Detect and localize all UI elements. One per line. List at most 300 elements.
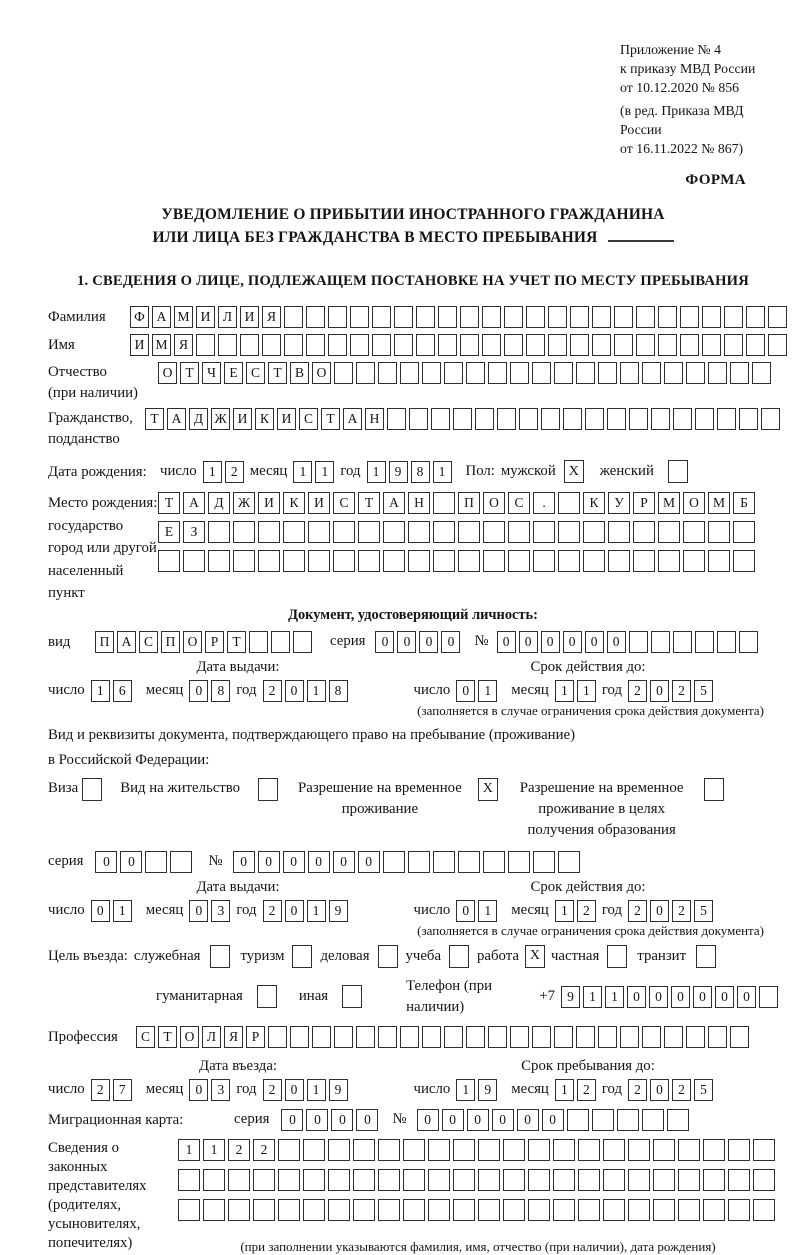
- char-box[interactable]: [453, 1199, 475, 1221]
- char-box[interactable]: [553, 1199, 575, 1221]
- char-box[interactable]: [460, 334, 479, 356]
- char-box[interactable]: [642, 1026, 661, 1048]
- char-box[interactable]: [466, 1026, 485, 1048]
- char-box[interactable]: О: [158, 362, 177, 384]
- char-box[interactable]: [583, 521, 605, 543]
- char-box[interactable]: [614, 334, 633, 356]
- char-box[interactable]: [358, 550, 380, 572]
- char-box[interactable]: 0: [519, 631, 538, 653]
- char-box[interactable]: 0: [306, 1109, 328, 1131]
- char-box[interactable]: [504, 306, 523, 328]
- char-box[interactable]: [284, 334, 303, 356]
- char-box[interactable]: Т: [158, 492, 180, 514]
- char-box[interactable]: [328, 334, 347, 356]
- char-box[interactable]: [503, 1199, 525, 1221]
- char-box[interactable]: [409, 408, 428, 430]
- char-box[interactable]: 2: [672, 900, 691, 922]
- char-box[interactable]: [664, 1026, 683, 1048]
- char-box[interactable]: [478, 1199, 500, 1221]
- char-box[interactable]: [428, 1139, 450, 1161]
- char-box[interactable]: 0: [283, 851, 305, 873]
- char-box[interactable]: 0: [358, 851, 380, 873]
- char-box[interactable]: [408, 521, 430, 543]
- char-box[interactable]: [703, 1169, 725, 1191]
- char-box[interactable]: [653, 1169, 675, 1191]
- char-box[interactable]: 1: [178, 1139, 200, 1161]
- char-box[interactable]: 0: [650, 680, 669, 702]
- char-box[interactable]: А: [383, 492, 405, 514]
- char-box[interactable]: [673, 408, 692, 430]
- char-box[interactable]: [308, 550, 330, 572]
- char-box[interactable]: 1: [456, 1079, 475, 1101]
- char-box[interactable]: [284, 306, 303, 328]
- char-box[interactable]: 7: [113, 1079, 132, 1101]
- char-box[interactable]: 0: [693, 986, 712, 1008]
- char-box[interactable]: [633, 550, 655, 572]
- char-box[interactable]: [730, 362, 749, 384]
- char-box[interactable]: [460, 306, 479, 328]
- char-box[interactable]: [728, 1199, 750, 1221]
- char-box[interactable]: [312, 1026, 331, 1048]
- char-box[interactable]: [695, 408, 714, 430]
- char-box[interactable]: Т: [268, 362, 287, 384]
- char-box[interactable]: [453, 408, 472, 430]
- char-box[interactable]: [306, 334, 325, 356]
- char-box[interactable]: [271, 631, 290, 653]
- char-box[interactable]: 2: [628, 680, 647, 702]
- char-box[interactable]: [686, 362, 705, 384]
- char-box[interactable]: [268, 1026, 287, 1048]
- char-box[interactable]: С: [299, 408, 318, 430]
- char-box[interactable]: [433, 492, 455, 514]
- char-box[interactable]: [178, 1169, 200, 1191]
- char-box[interactable]: [303, 1169, 325, 1191]
- char-box[interactable]: 9: [329, 900, 348, 922]
- char-box[interactable]: 2: [628, 1079, 647, 1101]
- char-box[interactable]: [633, 521, 655, 543]
- char-box[interactable]: .: [533, 492, 555, 514]
- char-box[interactable]: [400, 1026, 419, 1048]
- char-box[interactable]: [438, 334, 457, 356]
- char-box[interactable]: [629, 631, 648, 653]
- char-box[interactable]: [533, 550, 555, 572]
- char-box[interactable]: [356, 1026, 375, 1048]
- purpose-transit-checkbox[interactable]: [696, 945, 716, 968]
- char-box[interactable]: [532, 362, 551, 384]
- char-box[interactable]: [603, 1199, 625, 1221]
- char-box[interactable]: А: [117, 631, 136, 653]
- char-box[interactable]: [482, 306, 501, 328]
- char-box[interactable]: [658, 306, 677, 328]
- char-box[interactable]: 0: [715, 986, 734, 1008]
- char-box[interactable]: 0: [189, 900, 208, 922]
- char-box[interactable]: [488, 362, 507, 384]
- char-box[interactable]: [400, 362, 419, 384]
- char-box[interactable]: Я: [224, 1026, 243, 1048]
- char-box[interactable]: [482, 334, 501, 356]
- char-box[interactable]: 2: [577, 900, 596, 922]
- char-box[interactable]: [753, 1139, 775, 1161]
- char-box[interactable]: [678, 1169, 700, 1191]
- char-box[interactable]: 2: [263, 1079, 282, 1101]
- char-box[interactable]: [733, 521, 755, 543]
- char-box[interactable]: 0: [585, 631, 604, 653]
- char-box[interactable]: [416, 334, 435, 356]
- char-box[interactable]: [746, 334, 765, 356]
- temp-residence-edu-checkbox[interactable]: [704, 778, 724, 801]
- char-box[interactable]: 1: [315, 461, 334, 483]
- char-box[interactable]: 0: [95, 851, 117, 873]
- char-box[interactable]: [328, 1199, 350, 1221]
- char-box[interactable]: [708, 1026, 727, 1048]
- char-box[interactable]: [708, 521, 730, 543]
- char-box[interactable]: Р: [205, 631, 224, 653]
- char-box[interactable]: [438, 306, 457, 328]
- char-box[interactable]: [504, 334, 523, 356]
- char-box[interactable]: [458, 851, 480, 873]
- char-box[interactable]: 0: [563, 631, 582, 653]
- char-box[interactable]: П: [161, 631, 180, 653]
- char-box[interactable]: [233, 521, 255, 543]
- char-box[interactable]: Е: [224, 362, 243, 384]
- char-box[interactable]: [703, 1139, 725, 1161]
- char-box[interactable]: [350, 334, 369, 356]
- char-box[interactable]: С: [333, 492, 355, 514]
- char-box[interactable]: [258, 521, 280, 543]
- char-box[interactable]: 2: [263, 900, 282, 922]
- char-box[interactable]: Л: [202, 1026, 221, 1048]
- char-box[interactable]: [658, 521, 680, 543]
- char-box[interactable]: 2: [672, 680, 691, 702]
- char-box[interactable]: [278, 1199, 300, 1221]
- char-box[interactable]: С: [136, 1026, 155, 1048]
- char-box[interactable]: [408, 851, 430, 873]
- char-box[interactable]: 0: [281, 1109, 303, 1131]
- char-box[interactable]: [145, 851, 167, 873]
- char-box[interactable]: 0: [456, 680, 475, 702]
- char-box[interactable]: [578, 1139, 600, 1161]
- char-box[interactable]: [558, 521, 580, 543]
- char-box[interactable]: П: [95, 631, 114, 653]
- char-box[interactable]: [753, 1169, 775, 1191]
- char-box[interactable]: Т: [180, 362, 199, 384]
- char-box[interactable]: [408, 550, 430, 572]
- char-box[interactable]: [353, 1139, 375, 1161]
- char-box[interactable]: [433, 550, 455, 572]
- char-box[interactable]: [583, 550, 605, 572]
- char-box[interactable]: С: [246, 362, 265, 384]
- char-box[interactable]: [278, 1139, 300, 1161]
- char-box[interactable]: [378, 1199, 400, 1221]
- char-box[interactable]: [328, 306, 347, 328]
- char-box[interactable]: К: [255, 408, 274, 430]
- char-box[interactable]: [458, 521, 480, 543]
- char-box[interactable]: [554, 362, 573, 384]
- char-box[interactable]: [570, 306, 589, 328]
- char-box[interactable]: [503, 1169, 525, 1191]
- char-box[interactable]: [533, 521, 555, 543]
- char-box[interactable]: 0: [456, 900, 475, 922]
- char-box[interactable]: [614, 306, 633, 328]
- char-box[interactable]: [658, 334, 677, 356]
- char-box[interactable]: [554, 1026, 573, 1048]
- char-box[interactable]: [746, 306, 765, 328]
- char-box[interactable]: [333, 521, 355, 543]
- char-box[interactable]: 2: [628, 900, 647, 922]
- char-box[interactable]: 0: [650, 900, 669, 922]
- char-box[interactable]: Т: [227, 631, 246, 653]
- char-box[interactable]: [466, 362, 485, 384]
- char-box[interactable]: О: [683, 492, 705, 514]
- char-box[interactable]: [680, 306, 699, 328]
- char-box[interactable]: [483, 521, 505, 543]
- char-box[interactable]: [483, 550, 505, 572]
- char-box[interactable]: [528, 1199, 550, 1221]
- char-box[interactable]: 9: [389, 461, 408, 483]
- purpose-study-checkbox[interactable]: [449, 945, 469, 968]
- char-box[interactable]: [651, 631, 670, 653]
- char-box[interactable]: [183, 550, 205, 572]
- char-box[interactable]: [394, 334, 413, 356]
- char-box[interactable]: [508, 851, 530, 873]
- char-box[interactable]: 2: [91, 1079, 110, 1101]
- char-box[interactable]: 0: [419, 631, 438, 653]
- char-box[interactable]: [453, 1169, 475, 1191]
- char-box[interactable]: [328, 1139, 350, 1161]
- char-box[interactable]: Т: [158, 1026, 177, 1048]
- char-box[interactable]: [728, 1139, 750, 1161]
- char-box[interactable]: [218, 334, 237, 356]
- char-box[interactable]: 6: [113, 680, 132, 702]
- char-box[interactable]: П: [458, 492, 480, 514]
- char-box[interactable]: 2: [672, 1079, 691, 1101]
- char-box[interactable]: [372, 306, 391, 328]
- purpose-private-checkbox[interactable]: [607, 945, 627, 968]
- char-box[interactable]: [724, 306, 743, 328]
- char-box[interactable]: [629, 408, 648, 430]
- char-box[interactable]: 3: [211, 1079, 230, 1101]
- char-box[interactable]: [444, 1026, 463, 1048]
- char-box[interactable]: 0: [356, 1109, 378, 1131]
- char-box[interactable]: М: [708, 492, 730, 514]
- char-box[interactable]: [353, 1169, 375, 1191]
- char-box[interactable]: [353, 1199, 375, 1221]
- char-box[interactable]: [592, 334, 611, 356]
- char-box[interactable]: 9: [561, 986, 580, 1008]
- char-box[interactable]: Я: [262, 306, 281, 328]
- char-box[interactable]: [358, 521, 380, 543]
- char-box[interactable]: [283, 550, 305, 572]
- char-box[interactable]: [233, 550, 255, 572]
- char-box[interactable]: [478, 1139, 500, 1161]
- char-box[interactable]: [528, 1169, 550, 1191]
- char-box[interactable]: Н: [408, 492, 430, 514]
- char-box[interactable]: [290, 1026, 309, 1048]
- char-box[interactable]: [356, 362, 375, 384]
- char-box[interactable]: 9: [478, 1079, 497, 1101]
- char-box[interactable]: Ч: [202, 362, 221, 384]
- char-box[interactable]: Р: [246, 1026, 265, 1048]
- char-box[interactable]: Ж: [233, 492, 255, 514]
- char-box[interactable]: 0: [441, 631, 460, 653]
- char-box[interactable]: [422, 362, 441, 384]
- char-box[interactable]: 1: [307, 680, 326, 702]
- char-box[interactable]: [519, 408, 538, 430]
- char-box[interactable]: М: [174, 306, 193, 328]
- char-box[interactable]: [403, 1199, 425, 1221]
- char-box[interactable]: И: [240, 306, 259, 328]
- char-box[interactable]: 0: [397, 631, 416, 653]
- char-box[interactable]: 0: [650, 1079, 669, 1101]
- char-box[interactable]: 0: [417, 1109, 439, 1131]
- char-box[interactable]: Б: [733, 492, 755, 514]
- char-box[interactable]: А: [343, 408, 362, 430]
- char-box[interactable]: [428, 1169, 450, 1191]
- char-box[interactable]: [702, 334, 721, 356]
- char-box[interactable]: [170, 851, 192, 873]
- char-box[interactable]: 1: [203, 461, 222, 483]
- char-box[interactable]: 0: [285, 680, 304, 702]
- char-box[interactable]: [686, 1026, 705, 1048]
- char-box[interactable]: [497, 408, 516, 430]
- char-box[interactable]: [249, 631, 268, 653]
- char-box[interactable]: [708, 362, 727, 384]
- char-box[interactable]: [378, 1026, 397, 1048]
- char-box[interactable]: 1: [113, 900, 132, 922]
- char-box[interactable]: [608, 550, 630, 572]
- char-box[interactable]: З: [183, 521, 205, 543]
- char-box[interactable]: [510, 1026, 529, 1048]
- char-box[interactable]: [558, 851, 580, 873]
- char-box[interactable]: [203, 1199, 225, 1221]
- char-box[interactable]: [158, 550, 180, 572]
- char-box[interactable]: [658, 550, 680, 572]
- char-box[interactable]: [678, 1199, 700, 1221]
- char-box[interactable]: 0: [233, 851, 255, 873]
- char-box[interactable]: [394, 306, 413, 328]
- residence-permit-checkbox[interactable]: [258, 778, 278, 801]
- char-box[interactable]: [695, 631, 714, 653]
- char-box[interactable]: [333, 550, 355, 572]
- char-box[interactable]: 0: [189, 680, 208, 702]
- char-box[interactable]: И: [130, 334, 149, 356]
- char-box[interactable]: [717, 408, 736, 430]
- char-box[interactable]: 2: [228, 1139, 250, 1161]
- char-box[interactable]: [203, 1169, 225, 1191]
- char-box[interactable]: И: [233, 408, 252, 430]
- char-box[interactable]: [510, 362, 529, 384]
- char-box[interactable]: 5: [694, 1079, 713, 1101]
- char-box[interactable]: [378, 1139, 400, 1161]
- char-box[interactable]: 1: [203, 1139, 225, 1161]
- char-box[interactable]: [667, 1109, 689, 1131]
- purpose-official-checkbox[interactable]: [210, 945, 230, 968]
- char-box[interactable]: [761, 408, 780, 430]
- char-box[interactable]: [739, 408, 758, 430]
- char-box[interactable]: А: [152, 306, 171, 328]
- char-box[interactable]: 1: [555, 1079, 574, 1101]
- char-box[interactable]: О: [312, 362, 331, 384]
- char-box[interactable]: [403, 1169, 425, 1191]
- char-box[interactable]: [433, 521, 455, 543]
- char-box[interactable]: [303, 1139, 325, 1161]
- char-box[interactable]: [678, 1139, 700, 1161]
- char-box[interactable]: У: [608, 492, 630, 514]
- char-box[interactable]: 1: [367, 461, 386, 483]
- char-box[interactable]: [592, 1109, 614, 1131]
- char-box[interactable]: [768, 334, 787, 356]
- char-box[interactable]: [653, 1139, 675, 1161]
- char-box[interactable]: Т: [145, 408, 164, 430]
- char-box[interactable]: 0: [308, 851, 330, 873]
- char-box[interactable]: [178, 1199, 200, 1221]
- char-box[interactable]: 8: [411, 461, 430, 483]
- char-box[interactable]: [628, 1199, 650, 1221]
- char-box[interactable]: [548, 334, 567, 356]
- char-box[interactable]: [293, 631, 312, 653]
- char-box[interactable]: 0: [375, 631, 394, 653]
- char-box[interactable]: 0: [442, 1109, 464, 1131]
- char-box[interactable]: [553, 1139, 575, 1161]
- char-box[interactable]: 1: [293, 461, 312, 483]
- char-box[interactable]: М: [658, 492, 680, 514]
- purpose-other-checkbox[interactable]: [342, 985, 362, 1008]
- char-box[interactable]: [444, 362, 463, 384]
- char-box[interactable]: [607, 408, 626, 430]
- char-box[interactable]: [416, 306, 435, 328]
- char-box[interactable]: [334, 1026, 353, 1048]
- char-box[interactable]: [608, 521, 630, 543]
- char-box[interactable]: 0: [671, 986, 690, 1008]
- char-box[interactable]: И: [308, 492, 330, 514]
- char-box[interactable]: [458, 550, 480, 572]
- char-box[interactable]: 2: [253, 1139, 275, 1161]
- char-box[interactable]: [488, 1026, 507, 1048]
- char-box[interactable]: [563, 408, 582, 430]
- char-box[interactable]: 0: [492, 1109, 514, 1131]
- char-box[interactable]: [768, 306, 787, 328]
- char-box[interactable]: Д: [208, 492, 230, 514]
- char-box[interactable]: 0: [331, 1109, 353, 1131]
- char-box[interactable]: 0: [542, 1109, 564, 1131]
- char-box[interactable]: [708, 550, 730, 572]
- char-box[interactable]: [350, 306, 369, 328]
- purpose-humanitarian-checkbox[interactable]: [257, 985, 277, 1008]
- char-box[interactable]: 1: [555, 680, 574, 702]
- char-box[interactable]: [278, 1169, 300, 1191]
- char-box[interactable]: [592, 306, 611, 328]
- char-box[interactable]: [372, 334, 391, 356]
- char-box[interactable]: [422, 1026, 441, 1048]
- char-box[interactable]: [378, 362, 397, 384]
- char-box[interactable]: С: [508, 492, 530, 514]
- char-box[interactable]: [526, 306, 545, 328]
- char-box[interactable]: Т: [358, 492, 380, 514]
- char-box[interactable]: О: [180, 1026, 199, 1048]
- char-box[interactable]: [508, 521, 530, 543]
- char-box[interactable]: [578, 1199, 600, 1221]
- char-box[interactable]: 5: [694, 680, 713, 702]
- char-box[interactable]: [253, 1169, 275, 1191]
- char-box[interactable]: 1: [307, 1079, 326, 1101]
- char-box[interactable]: 2: [225, 461, 244, 483]
- char-box[interactable]: 1: [583, 986, 602, 1008]
- char-box[interactable]: 0: [467, 1109, 489, 1131]
- char-box[interactable]: [528, 1139, 550, 1161]
- purpose-work-checkbox[interactable]: X: [525, 945, 545, 968]
- char-box[interactable]: [642, 362, 661, 384]
- char-box[interactable]: [683, 550, 705, 572]
